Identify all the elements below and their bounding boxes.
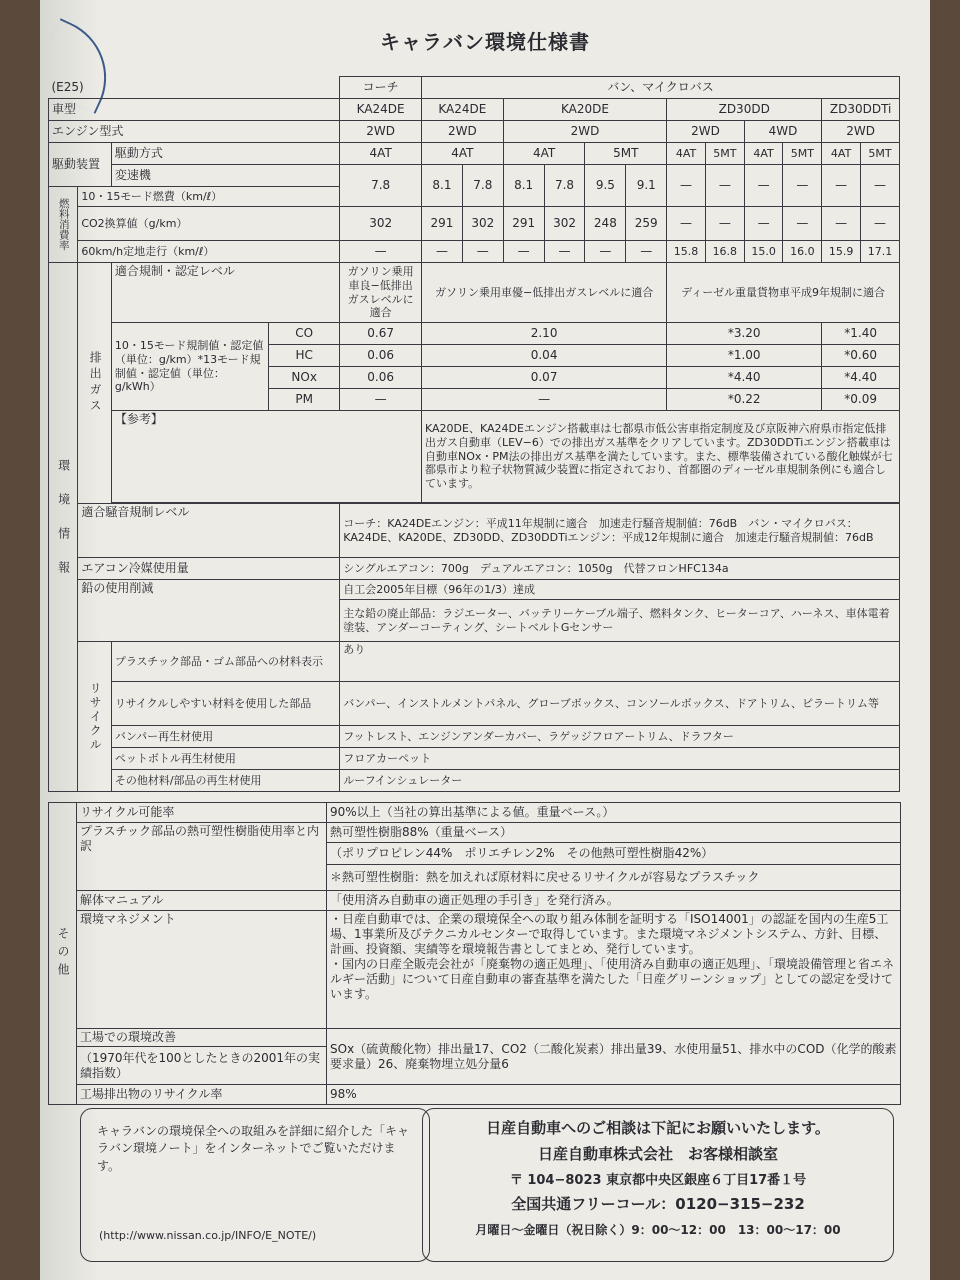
co2-value: 259 [626,207,667,241]
recycle-row-label: プラスチック部品・ゴム部品への材料表示 [111,642,339,682]
contact-intro: 日産自動車へのご相談は下記にお願いいたします。 [486,1119,830,1137]
spec-table-wrapper [48,76,900,1105]
page-title: キャラバン環境仕様書 [380,30,590,54]
trans-cell: 5MT [585,143,667,165]
trans-cell: 4AT [667,143,706,165]
level-b: ガソリン乗用車優−低排出ガスレベルに適合 [422,263,667,323]
trans-cell: 4AT [744,143,783,165]
spec-table [48,76,900,792]
factory-sub-label: （1970年代を100としたときの2001年の実績指数） [77,1047,327,1085]
gas-value: *0.60 [822,345,900,367]
gas-value: 0.06 [340,367,422,389]
co2-value: 248 [585,207,626,241]
co2-value: — [822,207,861,241]
road-value: — [544,241,585,263]
other-group-label: その他 [49,803,77,1105]
gas-value: *4.40 [822,367,900,389]
recycle-group-label: リサイクル [78,642,112,792]
lead-text-2: 主な鉛の廃止部品：ラジエーター、バッテリーケーブル端子、燃料タンク、ヒーターコア、ハーネス、車体電着塗装、アンダーコーティング、シートベルトGセンサー [340,600,900,642]
factory-recycle-value: 98% [327,1085,901,1105]
environment-note-url: (http://www.nissan.co.jp/INFO/E_NOTE/) [99,1229,317,1242]
road-value: 15.0 [744,241,783,263]
gas-value: 0.67 [340,323,422,345]
road-value: 15.9 [822,241,861,263]
other-table [48,802,901,1105]
engine-cell: ZD30DD [667,99,822,121]
fuel-row-label: 60km/h定地走行（km/ℓ） [78,241,340,263]
engine-cell: KA20DE [503,99,666,121]
recycle-row-value: あり [340,642,900,682]
mgmt-text-2: ・国内の日産全販売会社が「廃棄物の適正処理」、「使用済み自動車の適正処理」、「環境設備管理と省エネルギー活動」について日産自動車の審査基準を満たした「日産グリーンショップ」としての認定を受けています。 [330,957,895,1001]
contact-address: 〒 104−8023 東京都中央区銀座６丁目17番１号 [509,1173,807,1188]
co2-value: 302 [340,207,422,241]
level-c: ディーゼル重量貨物車平成9年規制に適合 [667,263,900,323]
drive-cell: 2WD [503,121,666,143]
road-value: 16.8 [705,241,744,263]
fuel-value: 8.1 [422,165,463,207]
co2-value: — [783,207,822,241]
gas-label: HC [269,345,340,367]
contact-box [422,1108,894,1262]
fuel-value: — [783,165,822,207]
lead-text-1: 自工会2005年目標（96年の1/3）達成 [340,580,900,600]
co2-value: 302 [544,207,585,241]
gas-value: *3.20 [667,323,822,345]
road-value: — [585,241,626,263]
trans-cell: 5MT [783,143,822,165]
drive-cell: 2WD [667,121,745,143]
fuel-row-label: 10・15モード燃費（km/ℓ） [78,187,340,207]
drive-cell: 4WD [744,121,822,143]
co2-value: 291 [503,207,544,241]
fuel-value: — [744,165,783,207]
manual-value: 「使用済み自動車の適正処理の手引き」を発行済み。 [327,891,901,911]
gas-value: 0.04 [422,345,667,367]
row-label-model: 車型 [49,99,340,121]
row-label-trans: 変速機 [111,165,339,187]
fuel-value: — [822,165,861,207]
co2-value: 291 [422,207,463,241]
gas-label: PM [269,389,340,411]
trans-cell: 4AT [340,143,422,165]
gas-value: *0.22 [667,389,822,411]
road-value: — [626,241,667,263]
fuel-value: 9.1 [626,165,667,207]
fuel-value: — [667,165,706,207]
road-value: — [422,241,463,263]
fuel-value: — [705,165,744,207]
thermo-value-1: 熱可塑性樹脂88%（重量ベース） [327,823,901,843]
contact-hours: 月曜日〜金曜日（祝日除く）9：00〜12：00 13：00〜17：00 [475,1223,841,1237]
engine-cell: KA24DE [340,99,422,121]
thermo-value-2: （ポリプロピレン44% ポリエチレン2% その他熱可塑性樹脂42%） [327,843,901,865]
road-value: — [462,241,503,263]
trans-cell: 4AT [503,143,585,165]
recyclable-value: 90%以上（当社の算出基準による値。重量ベース。） [327,803,901,823]
gas-value: *1.40 [822,323,900,345]
environment-note-box [80,1108,430,1262]
trans-cell: 4AT [822,143,861,165]
drive-cell: 2WD [822,121,900,143]
road-value: 17.1 [861,241,900,263]
mgmt-label: 環境マネジメント [77,911,327,1029]
factory-label: 工場での環境改善 [77,1029,327,1047]
gas-value: — [340,389,422,411]
co2-value: — [861,207,900,241]
trans-cell: 5MT [861,143,900,165]
reference-text: KA20DE、KA24DEエンジン搭載車は七都県市低公害車指定制度及び京阪神六府県市指定低排出ガス自動車（LEV−6）での排出ガス基準をクリアしています。ZD30DDTiエンジン搭載車は自動車NOx・PM法の排出ガス基準を満たしています。また、標準装備されている酸化触媒が七都県市より粒子状物質減少装置に指定されており、首都圏のディーゼル車規制条例にも適合しています。 [422,411,900,503]
factory-value: SOx（硫黄酸化物）排出量17、CO2（二酸化炭素）排出量39、水使用量51、排水中のCOD（化学的酸素要求量）26、廃棄物埋立処分量6 [327,1029,901,1085]
row-label-engine: エンジン型式 [49,121,340,143]
header-coach: コーチ [340,77,422,99]
gas-label: CO [269,323,340,345]
co2-value: — [705,207,744,241]
contact-company: 日産自動車株式会社 お客様相談室 [537,1145,778,1163]
emission-reg-label: 10・15モード規制値・認定値（単位：g/km）*13モード規制値・認定値（単位：g/kWh） [111,323,268,411]
fuel-value: 7.8 [340,165,422,207]
mgmt-value [327,911,901,1029]
engine-cell: ZD30DDTi [822,99,900,121]
environment-note-text: キャラバンの環境保全への取組みを詳細に紹介した「キャラバン環境ノート」をインターネットでご覧いただけます。 [97,1124,410,1173]
fuel-value: 7.8 [462,165,503,207]
trans-cell: 5MT [705,143,744,165]
fuel-value: 8.1 [503,165,544,207]
header-van: バン、マイクロバス [422,77,900,99]
drive-cell: 2WD [422,121,504,143]
recycle-row-value: バンパー、インストルメントパネル、グローブボックス、コンソールボックス、ドアトリム、ピラートリム等 [340,682,900,726]
recycle-row-value: ルーフインシュレーター [340,770,900,792]
row-label-drive-group: 駆動装置 [49,143,112,187]
drive-cell: 2WD [340,121,422,143]
fuel-value: 7.8 [544,165,585,207]
env-info-group-label: 環境情報 [49,263,78,792]
road-value: — [503,241,544,263]
road-value: 16.0 [783,241,822,263]
model-code: (E25) [49,77,340,99]
co2-value: 302 [462,207,503,241]
ac-label: エアコン冷媒使用量 [78,558,340,580]
contact-freecall: 全国共通フリーコール：0120−315−232 [511,1195,805,1213]
lead-label: 鉛の使用削減 [78,580,340,642]
recycle-row-value: フットレスト、エンジンアンダーカバー、ラゲッジフロアートリム、ドラフター [340,726,900,748]
row-label-drive: 駆動方式 [111,143,339,165]
gas-value: *1.00 [667,345,822,367]
fuel-row-label: CO2換算値（g/km） [78,207,340,241]
recycle-row-value: フロアカーペット [340,748,900,770]
fuel-value: 9.5 [585,165,626,207]
recycle-row-label: リサイクルしやすい材料を使用した部品 [111,682,339,726]
factory-recycle-label: 工場排出物のリサイクル率 [77,1085,327,1105]
fuel-group-label: 燃料消費率 [49,187,78,263]
co2-value: — [667,207,706,241]
gas-value: 2.10 [422,323,667,345]
co2-value: — [744,207,783,241]
manual-label: 解体マニュアル [77,891,327,911]
recycle-row-label: その他材料/部品の再生材使用 [111,770,339,792]
engine-cell: KA24DE [422,99,504,121]
road-value: — [340,241,422,263]
mgmt-text-1: ・日産自動車では、企業の環境保全への取り組み体制を証明する「ISO14001」の認証を国内の生産5工場、1事業所及びテクニカルセンターで取得しています。また環境マネジメントシステム、方針、目標、計画、投資額、実績等を環境報告書としてまとめ、発行しています。 [330,912,889,956]
level-a: ガソリン乗用車良−低排出ガスレベルに適合 [340,263,422,323]
noise-label: 適合騒音規制レベル [78,504,340,558]
fuel-value: — [861,165,900,207]
gas-label: NOx [269,367,340,389]
thermo-label: プラスチック部品の熱可塑性樹脂使用率と内訳 [77,823,327,891]
road-value: 15.8 [667,241,706,263]
gas-value: 0.07 [422,367,667,389]
reference-label: 【参考】 [111,411,421,503]
emission-group-label: 排出ガス [78,263,112,504]
gas-value: 0.06 [340,345,422,367]
recyclable-label: リサイクル可能率 [77,803,327,823]
gas-value: *0.09 [822,389,900,411]
emission-level-label: 適合規制・認定レベル [111,263,339,323]
ac-text: シングルエアコン：700g デュアルエアコン：1050g 代替フロンHFC134a [340,558,900,580]
trans-cell: 4AT [422,143,504,165]
gas-value: — [422,389,667,411]
noise-text: コーチ：KA24DEエンジン：平成11年規制に適合 加速走行騒音規制値：76dB バン・マイクロバス：KA24DE、KA20DE、ZD30DD、ZD30DDTiエンジン：平成12年規制に適合 加速走行騒音規制値：76dB [340,504,900,558]
recycle-row-label: ペットボトル再生材使用 [111,748,339,770]
gas-value: *4.40 [667,367,822,389]
recycle-row-label: バンパー再生材使用 [111,726,339,748]
thermo-note: ＊熱可塑性樹脂：熱を加えれば原材料に戻せるリサイクルが容易なプラスチック [327,865,901,891]
